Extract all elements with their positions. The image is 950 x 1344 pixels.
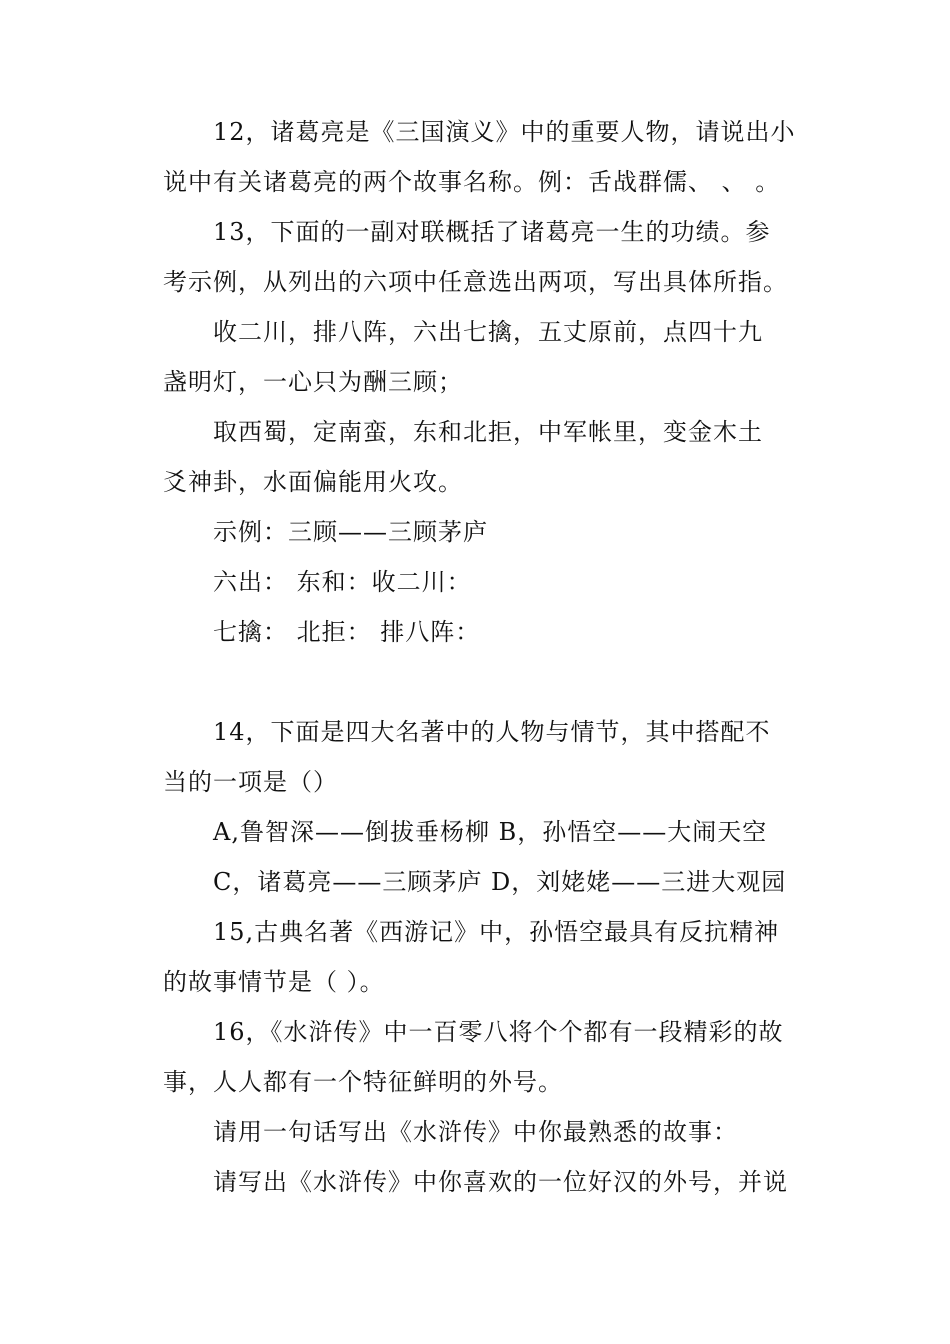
answer-row-2: 七擒： 北拒： 排八阵： — [213, 618, 481, 646]
question-16-line-1: 16，《水浒传》中一百零八将个个都有一段精彩的故 — [213, 1018, 784, 1046]
couplet-lower-line-1: 取西蜀，定南蛮，东和北拒，中军帐里，变金木土 — [213, 418, 763, 446]
question-13-line-2: 考示例，从列出的六项中任意选出两项，写出具体所指。 — [163, 268, 788, 296]
question-15-line-1: 15,古典名著《西游记》中，孙悟空最具有反抗精神 — [213, 918, 780, 946]
question-12-line-1: 12，诸葛亮是《三国演义》中的重要人物，请说出小 — [213, 118, 796, 146]
question-15-line-2: 的故事情节是（ ）。 — [163, 968, 385, 996]
question-14-options-cd: C，诸葛亮——三顾茅庐 D，刘姥姥——三进大观园 — [213, 868, 787, 896]
question-14-options-ab: A,鲁智深——倒拔垂杨柳 B，孙悟空——大闹天空 — [213, 818, 768, 846]
question-16-prompt-2: 请写出《水浒传》中你喜欢的一位好汉的外号，并说 — [213, 1168, 788, 1196]
document-body — [163, 107, 803, 1207]
blank-gap — [163, 657, 803, 707]
question-14-line-1: 14，下面是四大名著中的人物与情节，其中搭配不 — [213, 718, 771, 746]
question-16-prompt-1: 请用一句话写出《水浒传》中你最熟悉的故事： — [213, 1118, 738, 1146]
question-12-line-2: 说中有关诸葛亮的两个故事名称。例：舌战群儒、 、 。 — [163, 168, 781, 196]
couplet-upper-line-2: 盏明灯，一心只为酬三顾； — [163, 368, 463, 396]
couplet-upper-line-1: 收二川，排八阵，六出七擒，五丈原前，点四十九 — [213, 318, 763, 346]
couplet-lower-line-2: 爻神卦，水面偏能用火攻。 — [163, 468, 463, 496]
question-14-line-2: 当的一项是（） — [163, 768, 338, 796]
answer-row-1: 六出： 东和：收二川： — [213, 568, 472, 596]
question-16-line-2: 事，人人都有一个特征鲜明的外号。 — [163, 1068, 563, 1096]
example-line: 示例：三顾——三顾茅庐 — [213, 518, 488, 546]
question-13-line-1: 13，下面的一副对联概括了诸葛亮一生的功绩。参 — [213, 218, 771, 246]
